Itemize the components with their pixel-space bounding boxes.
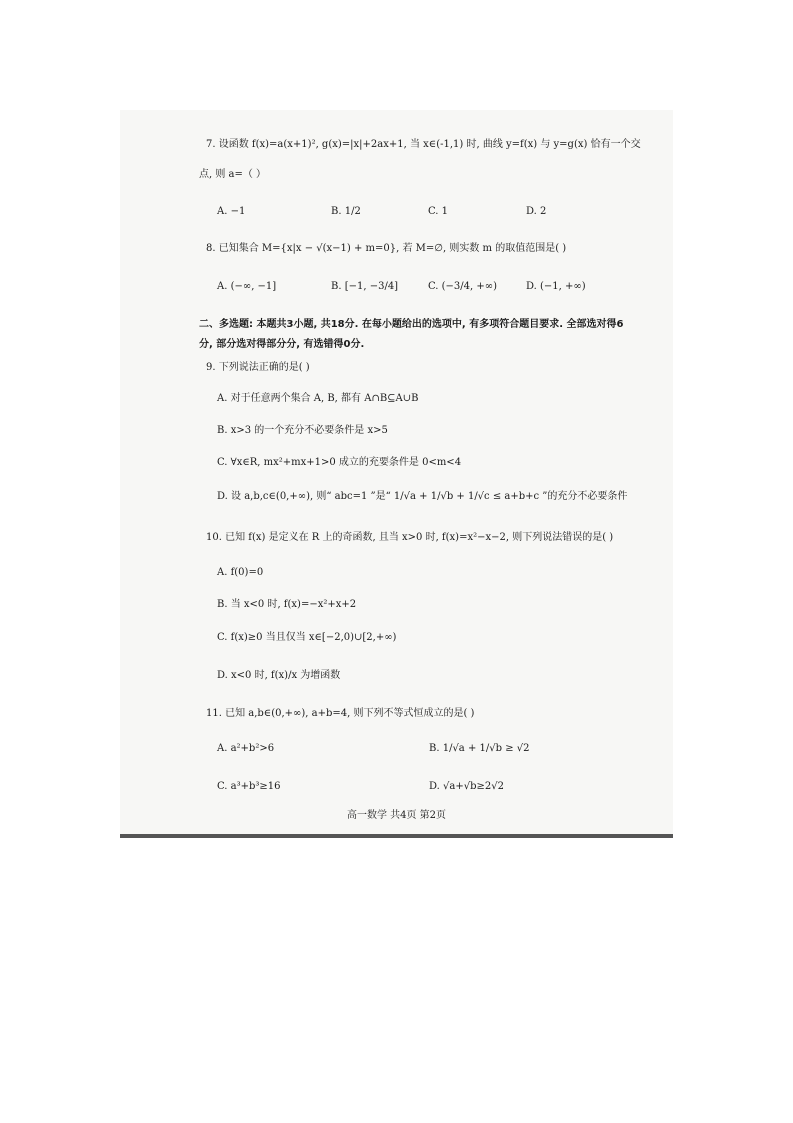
q7-option-d: D. 2 bbox=[526, 206, 547, 217]
q11-option-a: A. a²+b²>6 bbox=[217, 743, 275, 754]
q7-option-b: B. 1/2 bbox=[331, 206, 361, 217]
section2-heading-line1: 二、多选题: 本题共3小题, 共18分. 在每小题给出的选项中, 有多项符合题目要求. 全部选对得6 bbox=[199, 319, 624, 330]
q10-option-c: C. f(x)≥0 当且仅当 x∈[−2,0)∪[2,+∞) bbox=[217, 632, 397, 643]
q7-option-a: A. −1 bbox=[217, 206, 246, 217]
q11-option-b: B. 1/√a + 1/√b ≥ √2 bbox=[429, 743, 530, 754]
page-footer: 高一数学 共4页 第2页 bbox=[346, 810, 447, 821]
q8-option-c: C. (−3/4, +∞) bbox=[428, 281, 497, 292]
q9-option-d: D. 设 a,b,c∈(0,+∞), 则“ abc=1 ”是“ 1/√a + 1/√b + 1/√c ≤ a+b+c ”的充分不必要条件 bbox=[217, 491, 628, 502]
q9-option-c: C. ∀x∈R, mx²+mx+1>0 成立的充要条件是 0<m<4 bbox=[217, 457, 462, 468]
q9-option-a: A. 对于任意两个集合 A, B, 都有 A∩B⊆A∪B bbox=[217, 393, 419, 404]
q11-stem: 11. 已知 a,b∈(0,+∞), a+b=4, 则下列不等式恒成立的是( ) bbox=[206, 708, 475, 719]
q8-stem: 8. 已知集合 M={x|x − √(x−1) + m=0}, 若 M=∅, 则实数 m 的取值范围是( ) bbox=[206, 243, 567, 254]
q11-option-d: D. √a+√b≥2√2 bbox=[429, 781, 504, 792]
q8-option-a: A. (−∞, −1] bbox=[217, 281, 277, 292]
q10-option-a: A. f(0)=0 bbox=[217, 567, 264, 578]
q8-option-b: B. [−1, −3/4] bbox=[331, 281, 399, 292]
q9-stem: 9. 下列说法正确的是( ) bbox=[206, 362, 310, 373]
q10-option-b: B. 当 x<0 时, f(x)=−x²+x+2 bbox=[217, 599, 357, 610]
scanned-page bbox=[120, 110, 673, 838]
q8-option-d: D. (−1, +∞) bbox=[526, 281, 586, 292]
q9-option-b: B. x>3 的一个充分不必要条件是 x>5 bbox=[217, 425, 388, 436]
section2-heading-line2: 分, 部分选对得部分分, 有选错得0分. bbox=[199, 339, 365, 350]
bottom-rule bbox=[120, 834, 673, 838]
q10-stem: 10. 已知 f(x) 是定义在 R 上的奇函数, 且当 x>0 时, f(x)=x²−x−2, 则下列说法错误的是( ) bbox=[206, 532, 614, 543]
q11-option-c: C. a³+b³≥16 bbox=[217, 781, 281, 792]
q7-stem-line2: 点, 则 a=（ ） bbox=[199, 169, 267, 180]
q10-option-d: D. x<0 时, f(x)/x 为增函数 bbox=[217, 670, 341, 681]
q7-option-c: C. 1 bbox=[428, 206, 449, 217]
q7-stem-line1: 7. 设函数 f(x)=a(x+1)², g(x)=|x|+2ax+1, 当 x∈(-1,1) 时, 曲线 y=f(x) 与 y=g(x) 恰有一个交 bbox=[206, 139, 641, 150]
